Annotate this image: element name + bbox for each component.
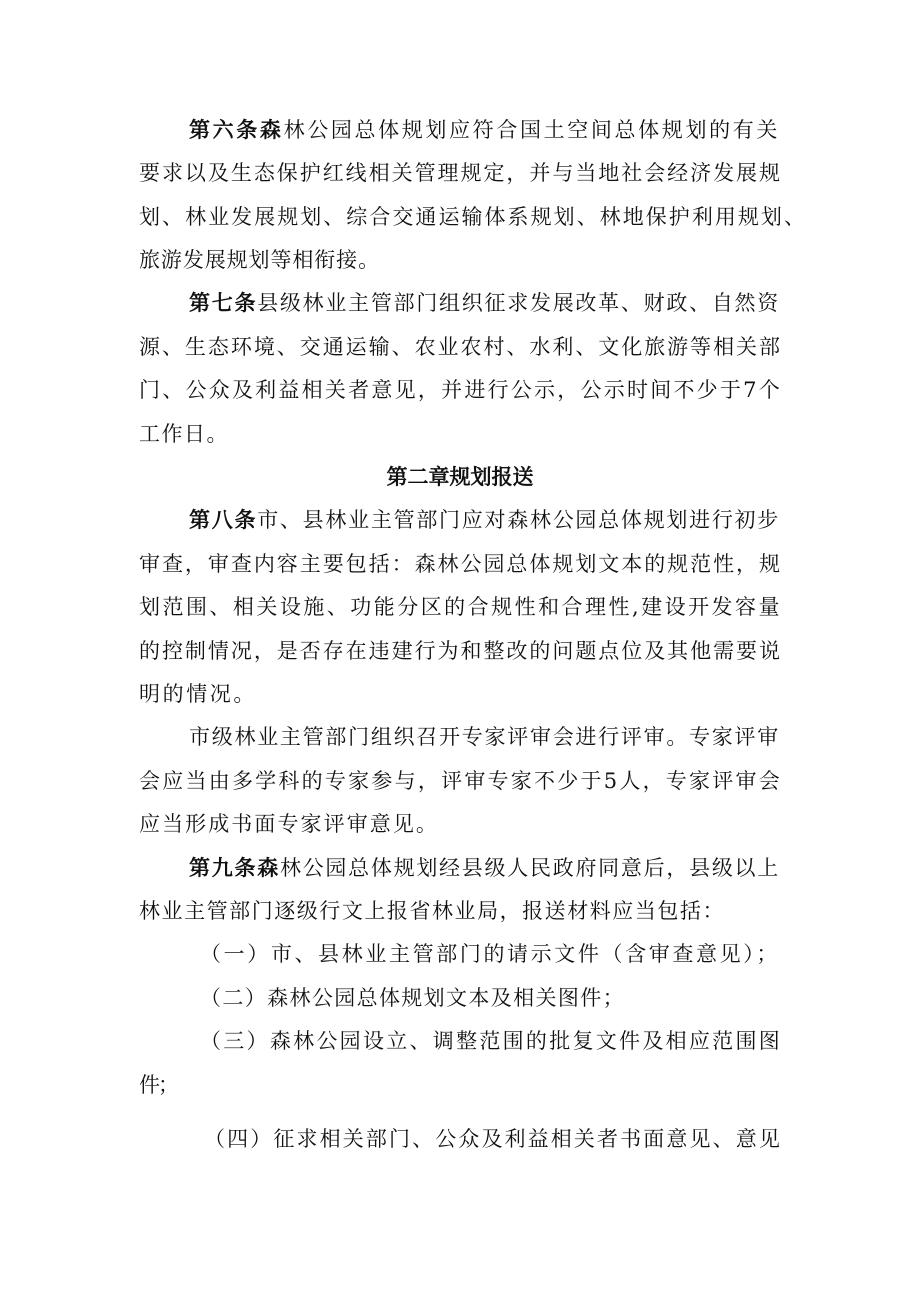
art8-line-3: 划范围、相关设施、功能分区的合规性和合理性,建设开发容量 xyxy=(139,595,782,619)
art9-item-1: （一）市、县林业主管部门的请示文件（含审查意见）； xyxy=(200,942,780,966)
art7-line-4: 工作日。 xyxy=(139,422,229,446)
art6-line-4: 旅游发展规划等相衔接。 xyxy=(139,248,380,272)
art9-item-4: （四）征求相关部门、公众及利益相关者书面意见、意见 xyxy=(204,1127,782,1151)
art6-line-1 xyxy=(189,116,780,144)
art6-text-1: 林公园总体规划应符合国土空间总体规划的有关 xyxy=(283,118,781,142)
art8-line-4: 的控制情况，是否存在违建行为和整改的问题点位及其他需要说 xyxy=(139,639,782,663)
art9-line-2: 林业主管部门逐级行文上报省林业局，报送材料应当包括： xyxy=(139,899,725,923)
art8-line-5: 明的情况。 xyxy=(139,682,257,706)
art9-text-1: 林公园总体规划经县级人民政府同意后，县级以上 xyxy=(279,856,781,880)
chapter-title: 第二章规划报送 xyxy=(386,464,534,489)
art7-label: 第七条 xyxy=(189,290,258,315)
art8-para2-line-3: 应当形成书面专家评审意见。 xyxy=(139,812,439,836)
art8-line-2: 审查，审查内容主要包括：森林公园总体规划文本的规范性，规 xyxy=(139,552,782,576)
art8-para2-line-2: 会应当由多学科的专家参与，评审专家不少于5人，专家评审会 xyxy=(139,769,782,793)
art9-line-1 xyxy=(189,854,780,882)
art7-line-1 xyxy=(189,289,780,317)
art7-text-1: 县级林业主管部门组织征求发展改革、财政、自然资 xyxy=(257,291,781,315)
art9-item-3-line-2: 件； xyxy=(139,1073,177,1097)
art6-bold-lead: 森 xyxy=(259,117,284,142)
art6-label: 第六条 xyxy=(189,117,260,142)
art6-line-3: 划、林业发展规划、综合交通运输体系规划、林地保护利用规划、 xyxy=(139,205,807,229)
art7-line-2: 源、生态环境、交通运输、农业农村、水利、文化旅游等相关部 xyxy=(139,335,782,359)
art9-bold-lead: 森 xyxy=(257,855,280,880)
art9-item-2: （二）森林公园总体规划文本及相关图件； xyxy=(200,986,625,1010)
art7-line-3: 门、公众及利益相关者意见，并进行公示，公示时间不少于7个 xyxy=(139,378,782,402)
art8-text-1: 市、县林业主管部门应对森林公园总体规划进行初步 xyxy=(257,508,781,532)
art8-label: 第八条 xyxy=(189,507,258,532)
art9-item-3-line-1: （三）森林公园设立、调整范围的批复文件及相应范围图 xyxy=(200,1029,782,1053)
art8-line-1 xyxy=(189,506,780,534)
art8-para2-line-1: 市级林业主管部门组织召开专家评审会进行评审。专家评审 xyxy=(189,725,781,749)
art9-label: 第九条 xyxy=(189,855,258,880)
art6-line-2: 要求以及生态保护红线相关管理规定，并与当地社会经济发展规 xyxy=(139,161,782,185)
